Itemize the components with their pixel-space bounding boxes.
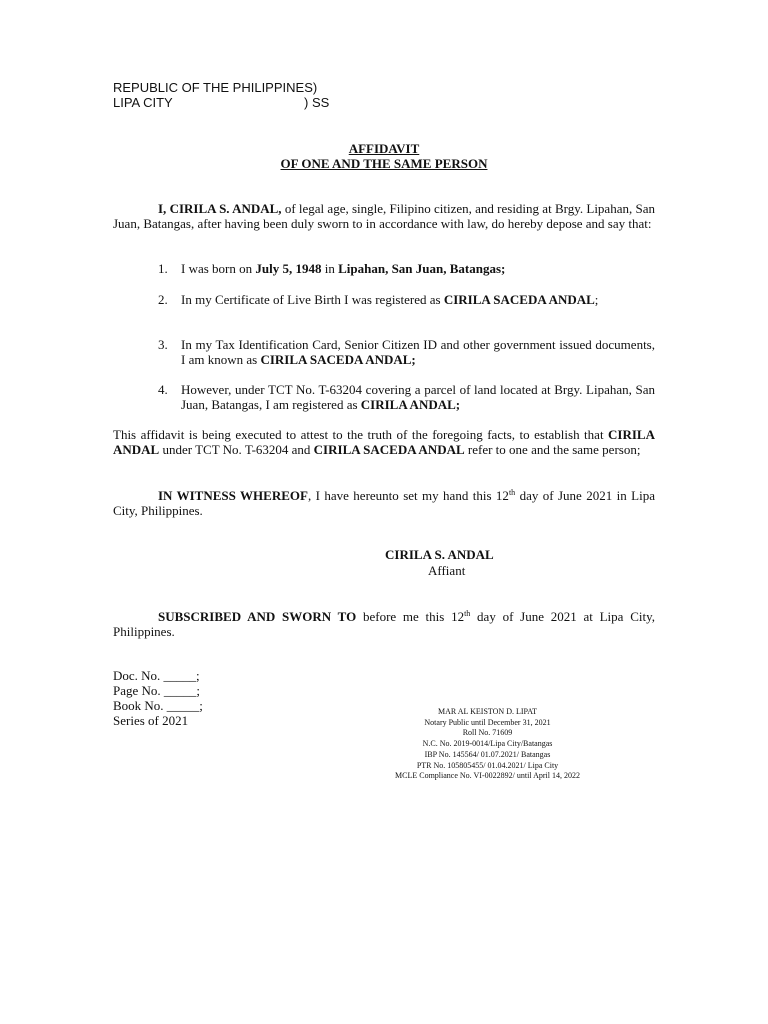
- statement-list-2: [158, 292, 655, 307]
- witness-paragraph: [113, 488, 655, 518]
- notary-roll-no: Roll No. 71609: [462, 728, 513, 738]
- statement-list: [158, 261, 655, 276]
- notary-commission: Notary Public until December 31, 2021: [424, 717, 551, 727]
- item-text: In my Tax Identification Card, Senior Citizen ID and other government issued documents, I am known as: [181, 337, 655, 367]
- venue-block: [113, 80, 433, 110]
- statement-list-3: [158, 337, 655, 367]
- venue-ss: ) SS: [304, 95, 330, 110]
- item-bold: CIRILA ANDAL;: [360, 397, 461, 412]
- item-text: ;: [594, 292, 599, 307]
- venue-line-republic: REPUBLIC OF THE PHILIPPINES): [113, 80, 318, 95]
- jurat-paragraph: [113, 609, 655, 639]
- notary-name: MAR AL KEISTON D. LIPAT: [437, 707, 538, 716]
- attest-text: refer to one and the same person;: [464, 442, 641, 457]
- item-bold: CIRILA SACEDA ANDAL;: [260, 352, 416, 367]
- notary-mcle-no: MCLE Compliance No. VI-0022892/ until April 14, 2022: [395, 771, 580, 781]
- affiant-signature-name: CIRILA S. ANDAL: [385, 547, 494, 562]
- attest-text: under TCT No. T-63204 and: [159, 442, 314, 457]
- statement-item-1: [158, 261, 655, 276]
- item-number: 3.: [158, 337, 168, 352]
- page-no-line: Page No. _____;: [113, 683, 201, 698]
- item-text: I was born on: [181, 261, 256, 276]
- venue-line-city: [113, 95, 433, 110]
- item-number: 1.: [158, 261, 168, 276]
- statement-item-3: [158, 337, 655, 367]
- doc-no-line: Doc. No. _____;: [113, 668, 200, 683]
- item-bold: July 5, 1948: [255, 261, 322, 276]
- jurat-bold: SUBSCRIBED AND SWORN TO: [158, 609, 357, 624]
- document-number-block: [113, 668, 313, 728]
- notary-ptr-no: PTR No. 105805455/ 01.04.2021/ Lipa City: [416, 760, 559, 770]
- attest-text: This affidavit is being executed to attest to the truth of the foregoing facts, to establish that: [113, 427, 609, 442]
- attest-bold-name: CIRILA SACEDA ANDAL: [313, 442, 465, 457]
- affiant-signature-role: Affiant: [428, 563, 466, 578]
- witness-sup: th: [508, 488, 516, 497]
- statement-item-2: [158, 292, 655, 307]
- intro-text: of legal age, single, Filipino citizen, and residing at Brgy. Lipahan, San Juan, Batangas, after having been duly sworn to in accordance with law, do hereby depose and say that:: [113, 201, 655, 231]
- statement-list-4: [158, 382, 655, 412]
- book-no-line: Book No. _____;: [113, 698, 203, 713]
- notary-ibp-no: IBP No. 145564/ 01.07.2021/ Batangas: [424, 749, 551, 759]
- attest-bold-name: CIRILA ANDAL: [113, 427, 655, 457]
- item-number: 2.: [158, 292, 168, 307]
- witness-text: , I have hereunto set my hand this 12: [307, 488, 509, 503]
- item-bold: Lipahan, San Juan, Batangas;: [338, 261, 506, 276]
- intro-paragraph: [113, 201, 655, 231]
- statement-item-4: [158, 382, 655, 412]
- document-subtitle: OF ONE AND THE SAME PERSON: [280, 156, 488, 171]
- item-bold: CIRILA SACEDA ANDAL: [443, 292, 595, 307]
- notary-block: [340, 707, 635, 782]
- item-text: in: [321, 261, 339, 276]
- witness-bold: IN WITNESS WHEREOF: [158, 488, 308, 503]
- series-line: Series of 2021: [113, 713, 189, 728]
- item-text: In my Certificate of Live Birth I was registered as: [181, 292, 444, 307]
- venue-city: LIPA CITY: [113, 95, 173, 110]
- jurat-text: before me this 12: [356, 609, 465, 624]
- document-title: AFFIDAVIT: [348, 141, 420, 156]
- notary-nc-no: N.C. No. 2019-0014/Lipa City/Batangas: [422, 739, 553, 749]
- affiant-name-intro: I, CIRILA S. ANDAL,: [158, 201, 282, 216]
- item-text: However, under TCT No. T-63204 covering a parcel of land located at Brgy. Lipahan, San Juan, Batangas, I am registered as: [181, 382, 655, 412]
- jurat-text: day of June 2021 at Lipa City, Philippines.: [113, 609, 655, 639]
- witness-text: day of June 2021 in Lipa City, Philippines.: [113, 488, 655, 518]
- item-number: 4.: [158, 382, 168, 397]
- attest-paragraph: [113, 427, 655, 457]
- jurat-sup: th: [464, 609, 471, 618]
